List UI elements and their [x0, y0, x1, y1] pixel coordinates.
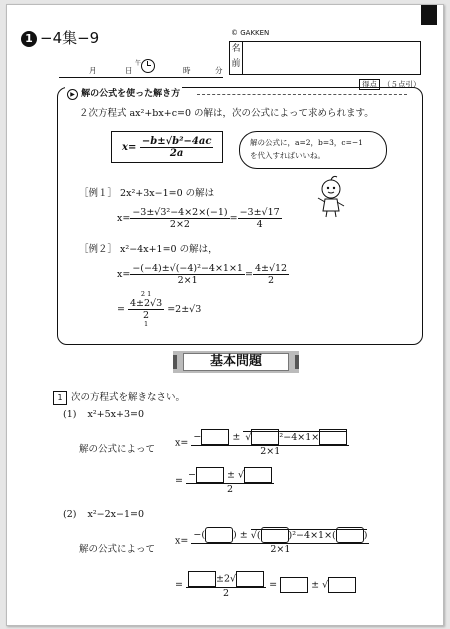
- problem-2-simplified: = $\frac{\pm 2√}{2}$ = ± √: [175, 571, 356, 599]
- example-2-solution: x= $\frac{\text{−(−4)±√(−4)²−4×1×1}}{2\times 1}$ = $\frac{4\pm√12}{2}$: [117, 263, 288, 286]
- answer-box-b-squared[interactable]: [251, 429, 279, 445]
- banner-right-bar: [295, 355, 299, 369]
- example-2-statement: ［例２］ x²−4x+1=0 の解は，: [79, 244, 218, 255]
- page-corner-tab: [421, 5, 437, 25]
- answer-box-radicand-2[interactable]: [236, 571, 264, 587]
- answer-box-radicand[interactable]: [244, 467, 272, 483]
- hour-label: 時: [183, 66, 191, 75]
- name-label: 名 前: [230, 42, 243, 74]
- speech-bubble: 解の公式に，a=2，b=3，c=−1 を代入すればいいね。: [239, 131, 387, 169]
- minute-label: 分: [215, 66, 223, 75]
- character-icon: [315, 175, 347, 219]
- answer-box-b[interactable]: [201, 429, 229, 445]
- example-2-simplification: = 2 1 4±2√3 2 1 =2±√3: [117, 290, 202, 328]
- day-label: 日: [125, 66, 133, 75]
- lesson-number-badge: 1: [21, 31, 37, 47]
- problem-2-equation: (2) x²−2x−1=0: [63, 509, 145, 520]
- score-label: 得点: [359, 79, 380, 90]
- ampm-label: 午: [135, 60, 142, 67]
- answer-box-numerator[interactable]: [196, 467, 224, 483]
- intro-text: ２次方程式 ax²+bx+c=0 の解は，次の公式によって求められます。: [79, 108, 374, 119]
- problem-number: 1: [53, 391, 67, 405]
- problem-1-simplified: = $\frac{- \pm √}{2}$: [175, 467, 274, 495]
- section-title: 基本問題: [183, 353, 289, 371]
- problem-2-formula: x= $\frac{\text{−( ) ± √( )²−4×1×( )}}{2\times 1}$: [175, 527, 369, 555]
- explanation-heading: ▶ 解の公式を使った解き方: [65, 86, 182, 100]
- lesson-code: −4集−9: [40, 29, 100, 47]
- answer-box-c-2[interactable]: [336, 527, 364, 543]
- answer-box-final-b[interactable]: [328, 577, 356, 593]
- example-1-solution: x= $\frac{\text{−3±√3²−4×2×(−1)}}{2\times 2}$ = $\frac{-3\pm√17}{4}$: [117, 207, 280, 230]
- date-time-row: [59, 60, 223, 78]
- section-banner: [173, 351, 299, 373]
- problem-instruction: 1 次の方程式を解きなさい。: [53, 389, 185, 405]
- example-1-statement: ［例１］ 2x²+3x−1=0 の解は: [79, 188, 215, 199]
- answer-box-numerator-2[interactable]: [188, 571, 216, 587]
- answer-box-b2-squared[interactable]: [261, 527, 289, 543]
- pointer-icon: ▶: [67, 89, 78, 100]
- score-value: （５点引）: [383, 80, 421, 89]
- banner-left-bar: [173, 355, 177, 369]
- name-field[interactable]: [229, 41, 421, 75]
- clock-icon: [141, 59, 155, 73]
- answer-box-final-a[interactable]: [280, 577, 308, 593]
- answer-box-c[interactable]: [319, 429, 347, 445]
- quadratic-formula-box: x= $\frac{\text{−b±√b²−4ac}}{2a}$: [111, 131, 223, 163]
- lesson-title: [21, 27, 99, 48]
- worksheet-page: [6, 4, 444, 626]
- problem-1-equation: (1) x²+5x+3=0: [63, 409, 145, 420]
- publisher-mark: © GAKKEN: [231, 29, 270, 37]
- answer-box-b-2[interactable]: [205, 527, 233, 543]
- problem-2-lead: 解の公式によって: [79, 544, 156, 555]
- problem-1-lead: 解の公式によって: [79, 444, 156, 455]
- problem-1-formula: x= $\frac{\text{− ± √ ²−4×1×}}{2\times 1}$: [175, 429, 349, 457]
- month-label: 月: [89, 66, 97, 75]
- heading-rule: [197, 94, 407, 95]
